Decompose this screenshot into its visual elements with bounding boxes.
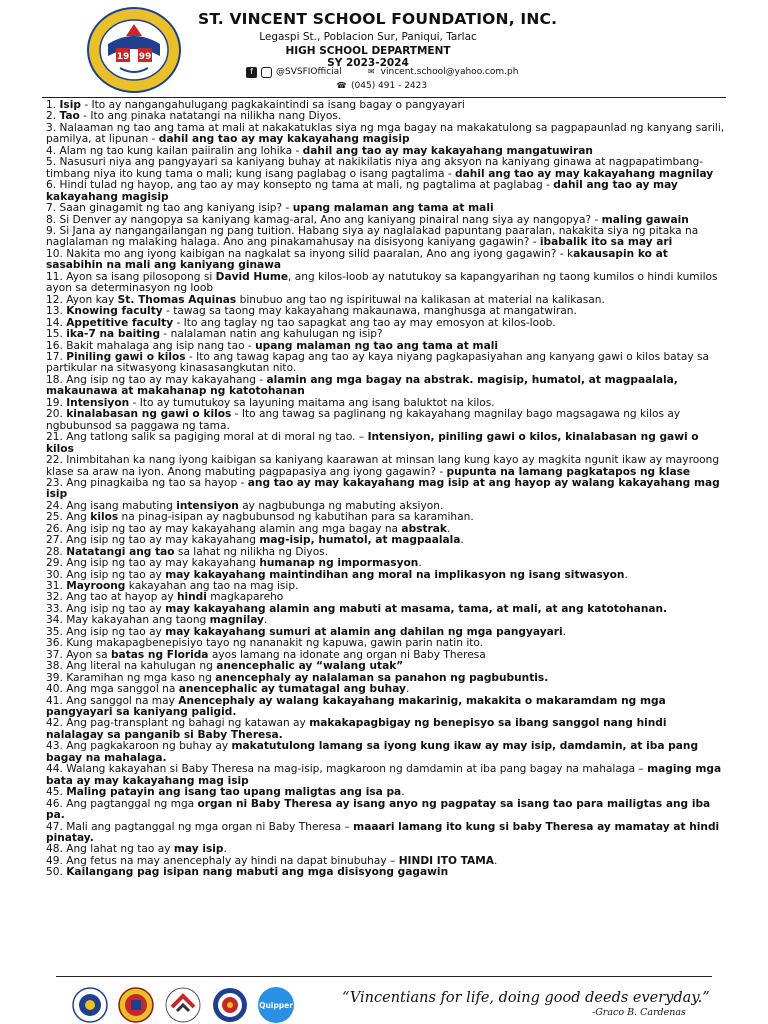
item-text: 17. bbox=[46, 350, 67, 363]
item-answer: batas ng Florida bbox=[110, 648, 209, 661]
item-text: 28. bbox=[46, 545, 67, 558]
item-text: . bbox=[624, 568, 628, 581]
school-address: Legaspi St., Poblacion Sur, Paniqui, Tarlac bbox=[259, 31, 477, 43]
item-text: 44. Walang kakayahan si Baby Theresa na mag-isip, magkaroon ng damdamin at iba pang bagay na mahalaga – bbox=[46, 763, 648, 776]
item-answer: Anencephaly ay walang kakayahang makarinig, makakita o makaramdam ng mga pangyayari sa kaniyang paligid. bbox=[46, 694, 666, 719]
email-icon: ✉ bbox=[367, 67, 375, 76]
item-text: na pinag-isipan ay nagbubunsod ng kabutihan para sa karamihan. bbox=[118, 511, 474, 524]
list-item bbox=[46, 867, 726, 878]
item-text: 1. bbox=[46, 99, 60, 111]
item-text: 47. Mali ang pagtanggal ng mga organ ni Baby Theresa – bbox=[46, 820, 354, 833]
item-answer: mag-isip, humatol, at magpaalala bbox=[259, 534, 461, 547]
item-text: ay nagbubunga ng mabuting aksiyon. bbox=[238, 499, 444, 512]
partner-seal-logo bbox=[212, 987, 248, 1023]
list-item bbox=[46, 478, 726, 501]
list-item bbox=[46, 157, 726, 180]
item-text: 40. Ang mga sanggol na bbox=[46, 683, 179, 696]
item-answer: maging mga bata ay may kakayahang mag isip bbox=[46, 763, 722, 787]
phone-number: (045) 491 - 2423 bbox=[351, 81, 428, 91]
item-answer: Natatangi ang tao bbox=[66, 545, 175, 558]
item-text: 27. Ang isip ng tao ay may kakayahang bbox=[46, 534, 260, 547]
item-answer: hindi bbox=[176, 591, 207, 604]
item-text: 43. Ang pagkakaroon ng buhay ay bbox=[46, 740, 232, 753]
item-answer: makakapagbigay ng benepisyo sa ibang sanggol nang hindi nalalagay sa panganib si Baby Theresa. bbox=[46, 717, 667, 741]
list-item bbox=[46, 409, 726, 432]
facebook-icon: f bbox=[246, 67, 257, 78]
item-answer: pupunta na lamang pagkatapos ng klase bbox=[446, 465, 691, 478]
item-answer: maaari lamang ito kung si baby Theresa ay mamatay at hindi pinatay. bbox=[46, 820, 720, 844]
list-item bbox=[46, 696, 726, 719]
house-logo bbox=[165, 987, 201, 1023]
list-item bbox=[46, 764, 726, 787]
item-text: magkapareho bbox=[206, 591, 284, 604]
email-address: vincent.school@yahoo.com.ph bbox=[380, 67, 519, 77]
item-text: - Ito ay nangangahulugang pagkakaintindi sa isang bagay o pangyayari bbox=[80, 99, 465, 111]
item-text: . bbox=[446, 522, 451, 535]
list-item bbox=[46, 718, 726, 741]
item-text: - tawag sa taong may kakayahang makaunawa, manghusga at mangatwiran. bbox=[162, 305, 577, 318]
item-answer: magnilay bbox=[209, 614, 264, 627]
item-text: 16. Bakit mahalaga ang isip nang tao - bbox=[46, 339, 256, 352]
list-item bbox=[46, 432, 726, 455]
deped-seal-logo bbox=[72, 987, 108, 1023]
item-answer: Appetitive faculty bbox=[66, 316, 174, 329]
item-text: 46. Ang pagtanggal ng mga bbox=[46, 797, 198, 810]
item-text: 45. bbox=[46, 786, 67, 799]
header-divider bbox=[42, 97, 726, 98]
item-answer: intensiyon bbox=[176, 499, 239, 512]
school-name: ST. VINCENT SCHOOL FOUNDATION, INC. bbox=[198, 10, 558, 28]
item-text: 12. Ayon kay bbox=[46, 293, 118, 306]
item-text: 11. Ayon sa isang pilosopong si bbox=[46, 270, 216, 283]
item-answer: organ ni Baby Theresa ay isang anyo ng pagpatay sa isang tao para mailigtas ang iba pa. bbox=[46, 797, 711, 822]
item-answer: may kakayahang maintindihan ang moral na implikasyon ng isang sitwasyon bbox=[165, 568, 625, 581]
item-text: 3. Nalaaman ng tao ang tama at mali at nakakatuklas siya ng mga bagay na makakatulong sa pagpapaunlad ng kanyang sarili, pamilya, at lipunan - bbox=[46, 121, 725, 146]
facebook-handle: @SVSFIOfficial bbox=[276, 67, 342, 77]
item-answer: may isip bbox=[173, 843, 224, 856]
item-answer: alamin ang mga bagay na abstrak. magisip, humatol, at magpaalala, makaunawa at makahanap ng katotohanan bbox=[46, 373, 678, 398]
item-text: - nalalaman natin ang kahulugan ng isip? bbox=[160, 328, 383, 341]
item-answer: kilos bbox=[90, 511, 119, 524]
item-answer: abstrak bbox=[401, 522, 447, 535]
list-item bbox=[46, 741, 726, 764]
item-text: . bbox=[405, 683, 410, 696]
item-text: , ang kilos-loob ay natutukoy sa kapangyarihan ng taong kumilos o hindi kumilos ayon sa determinasyon ng loob bbox=[46, 270, 718, 295]
list-item bbox=[46, 249, 726, 272]
item-text: 6. Hindi tulad ng hayop, ang tao ay may konsepto ng tama at mali, ng pagtalima at paglabag - bbox=[46, 179, 554, 192]
item-answer: makatutulong lamang sa iyong kung ikaw ay may isip, damdamin, at iba pang bagay na mahalaga. bbox=[46, 740, 699, 764]
item-answer: kinalabasan ng gawi o kilos bbox=[66, 408, 232, 421]
school-seal-logo bbox=[86, 6, 182, 94]
seal-year-left: 19 bbox=[116, 52, 130, 62]
list-item bbox=[46, 352, 726, 375]
item-text: . bbox=[263, 614, 268, 627]
letterhead bbox=[0, 0, 768, 100]
item-text: 14. bbox=[46, 316, 67, 329]
instagram-icon bbox=[261, 67, 272, 78]
motto-author: -Graco B. Cardenas bbox=[592, 1007, 686, 1018]
item-answer: dahil ang tao ay may kakayahang magnilay bbox=[455, 167, 714, 180]
item-answer: Knowing faculty bbox=[66, 305, 163, 318]
item-text: ayos lamang na idonate ang organ ni Baby Theresa bbox=[208, 648, 486, 661]
item-text: 39. Karamihan ng mga kaso ng bbox=[46, 671, 216, 684]
item-text: 42. Ang pag-transplant ng bahagi ng katawan ay bbox=[46, 717, 310, 730]
list-item bbox=[46, 123, 726, 146]
item-answer: dahil ang tao ay may kakayahang magisip bbox=[46, 179, 678, 203]
item-text: 10. Nakita mo ang iyong kaibigan na nagkalat sa inyong silid paaralan, Ano ang iyong gagawin? - k bbox=[46, 247, 574, 260]
item-text: 19. bbox=[46, 396, 67, 409]
item-text: kakayahan ang tao na mag isip. bbox=[125, 580, 299, 593]
item-text: 13. bbox=[46, 305, 67, 318]
item-answer: Intensiyon bbox=[66, 396, 130, 409]
list-item bbox=[46, 455, 726, 478]
item-answer: ang tao ay may kakayahang mag isip at ang hayop ay walang kakayahang mag isip bbox=[46, 476, 720, 501]
item-answer: David Hume bbox=[215, 270, 289, 283]
item-answer: dahil ang tao ay may kakayahang mangatuwiran bbox=[302, 144, 593, 157]
item-text: . bbox=[494, 854, 498, 867]
item-text: . bbox=[562, 625, 566, 638]
item-text: sa lahat ng nilikha ng Diyos. bbox=[174, 545, 329, 558]
item-answer: Maling patayin ang isang tao upang maligtas ang isa pa bbox=[66, 786, 402, 799]
item-text: - Ito ay tumutukoy sa layuning maitama ang isang baluktot na kilos. bbox=[129, 396, 495, 409]
item-answer: akausapin ko at sasabihin na mali ang kaniyang ginawa bbox=[46, 247, 668, 272]
item-text: 48. Ang lahat ng tao ay bbox=[46, 843, 174, 856]
item-text: 25. Ang bbox=[46, 511, 91, 524]
item-answer: Isip bbox=[59, 99, 81, 111]
item-answer: Piniling gawi o kilos bbox=[66, 350, 186, 363]
item-text: - Ito ang tawag sa paglinang ng kakayahang magnilay bago magsagawa ng kilos ay ngbubunsod sa paggawa ng tama. bbox=[46, 408, 681, 432]
item-text: 4. Alam ng tao kung kailan paiiralin ang lohika - bbox=[46, 144, 303, 157]
item-text: 24. Ang isang mabuting bbox=[46, 499, 177, 512]
item-answer: upang malaman ng tao ang tama at mali bbox=[255, 339, 498, 352]
item-text: binubuo ang tao ng ispirituwal na kalikasan at material na kalikasan. bbox=[236, 293, 605, 306]
item-text: 38. Ang literal na kahulugan ng bbox=[46, 660, 217, 673]
item-text: 32. Ang tao at hayop ay bbox=[46, 591, 177, 604]
seal-year-right: 99 bbox=[138, 52, 152, 62]
item-text: 50. bbox=[46, 866, 67, 879]
item-text: 41. Ang sanggol na may bbox=[46, 694, 179, 707]
quipper-logo: Quipper bbox=[258, 987, 294, 1023]
item-answer: maling gawain bbox=[601, 213, 689, 226]
item-answer: dahil ang tao ay may kakayahang magisip bbox=[158, 133, 410, 146]
list-item bbox=[46, 226, 726, 249]
item-text: 23. Ang pinagkaiba ng tao sa hayop - bbox=[46, 476, 248, 489]
item-text: 30. Ang isip ng tao ay bbox=[46, 568, 166, 581]
item-text: 29. Ang isip ng tao ay may kakayahang bbox=[46, 557, 260, 570]
item-text: 21. Ang tatlong salik sa pagiging moral at di moral ng tao. – bbox=[46, 431, 368, 444]
item-text: . bbox=[460, 534, 464, 547]
item-text: 31. bbox=[46, 580, 67, 593]
item-text: 15. bbox=[46, 328, 67, 341]
item-text: . bbox=[223, 843, 227, 856]
item-text: 36. Kung makapagbenepisiyo tayo ng nananakit ng kapuwa, gawin parin natin ito. bbox=[46, 637, 484, 650]
item-text: 33. Ang isip ng tao ay bbox=[46, 602, 166, 615]
item-answer: HINDI ITO TAMA bbox=[398, 854, 494, 867]
school-seal-small-logo bbox=[118, 987, 154, 1023]
list-item bbox=[46, 822, 726, 845]
item-answer: Kailangang pag isipan nang mabuti ang mga disisyong gagawin bbox=[66, 866, 449, 879]
item-text: 22. Inimbitahan ka nang iyong kaibigan sa kaniyang kaarawan at minsan lang kung kayo ay magkita ngunit ikaw ay mayroong klase sa araw na iyon. Anong mabuting pagpapasiya ang iyong gagawin? - bbox=[46, 454, 720, 478]
item-text: - Ito ang taglay ng tao sapagkat ang tao ay may emosyon at kilos-loob. bbox=[173, 316, 556, 329]
list-item bbox=[46, 799, 726, 822]
item-answer: anencephaly ay nalalaman sa panahon ng pagbubuntis. bbox=[215, 671, 549, 684]
item-answer: Mayroong bbox=[66, 580, 126, 593]
item-text: . bbox=[401, 786, 405, 799]
item-answer: Tao bbox=[59, 110, 80, 123]
item-text: 49. Ang fetus na may anencephaly ay hindi na dapat binubuhay – bbox=[46, 854, 399, 867]
item-answer: upang malaman ang tama at mali bbox=[292, 202, 494, 215]
reviewer-list bbox=[46, 100, 726, 879]
item-answer: anencephalic ay tumatagal ang buhay bbox=[178, 683, 406, 696]
contact-info bbox=[246, 65, 566, 93]
item-text: - Ito ang pinaka natatangi na nilikha nang Diyos. bbox=[79, 110, 342, 123]
list-item bbox=[46, 375, 726, 398]
item-answer: ibabalik ito sa may ari bbox=[539, 236, 673, 249]
item-answer: St. Thomas Aquinas bbox=[117, 293, 237, 306]
item-answer: humanap ng impormasyon bbox=[259, 557, 419, 570]
phone-icon: ☎ bbox=[336, 81, 347, 90]
footer bbox=[0, 976, 768, 1024]
school-motto: “Vincentians for life, doing good deeds everyday.” bbox=[342, 990, 710, 1006]
item-text: 34. May kakayahan ang taong bbox=[46, 614, 210, 627]
school-year: SY 2023-2024 bbox=[327, 57, 409, 69]
item-answer: anencephalic ay “walang utak” bbox=[216, 660, 404, 673]
list-item bbox=[46, 180, 726, 203]
item-text: 2. bbox=[46, 110, 60, 123]
item-text: 37. Ayon sa bbox=[46, 648, 111, 661]
item-answer: may kakayahang alamin ang mabuti at masama, tama, at mali, at ang katotohanan. bbox=[165, 602, 668, 615]
item-text: 35. Ang isip ng tao ay bbox=[46, 625, 166, 638]
item-answer: may kakayahang sumuri at alamin ang dahilan ng mga pangyayari bbox=[165, 625, 563, 638]
department-name: HIGH SCHOOL DEPARTMENT bbox=[285, 45, 451, 57]
item-text: 9. Si Jana ay nangangailangan ng pang tuition. Habang siya ay naglalakad papuntang paaralan, nakakita siya ng pitaka na naglalaman ng malaking halaga. Ano ang pinakamahusay na disisyong kaniyang gagawin? - bbox=[46, 224, 699, 249]
item-text: - Ito ang tawag kapag ang tao ay kaya niyang pagkapasiyahan ang kanyang gawi o kilos batay sa partikular na sitwasyong kinasasangkutan nito. bbox=[46, 350, 709, 375]
item-text: 18. Ang isip ng tao ay may kakayahang - bbox=[46, 373, 267, 386]
list-item bbox=[46, 272, 726, 295]
item-text: . bbox=[418, 557, 422, 570]
item-text: 8. Si Denver ay nangopya sa kaniyang kamag-aral, Ano ang kaniyang pinairal nang siya ay nangopya? - bbox=[46, 213, 602, 226]
item-answer: ika-7 na baiting bbox=[66, 328, 161, 341]
item-text: 5. Nasusuri niya ang pangyayari sa kaniyang buhay at nakikilatis niya ang aksyon na kaniyang ginawa at nagpapatimbang-timbang niya ito kung tama o mali; kung isang paglabag o isang pagtalima - bbox=[46, 156, 704, 180]
item-text: 7. Saan ginagamit ng tao ang kaniyang isip? - bbox=[46, 202, 293, 215]
item-text: 26. Ang isip ng tao ay may kakayahang alamin ang mga bagay na bbox=[46, 522, 402, 535]
item-text: 20. bbox=[46, 408, 67, 421]
item-answer: Intensiyon, piniling gawi o kilos, kinalabasan ng gawi o kilos bbox=[46, 431, 699, 455]
